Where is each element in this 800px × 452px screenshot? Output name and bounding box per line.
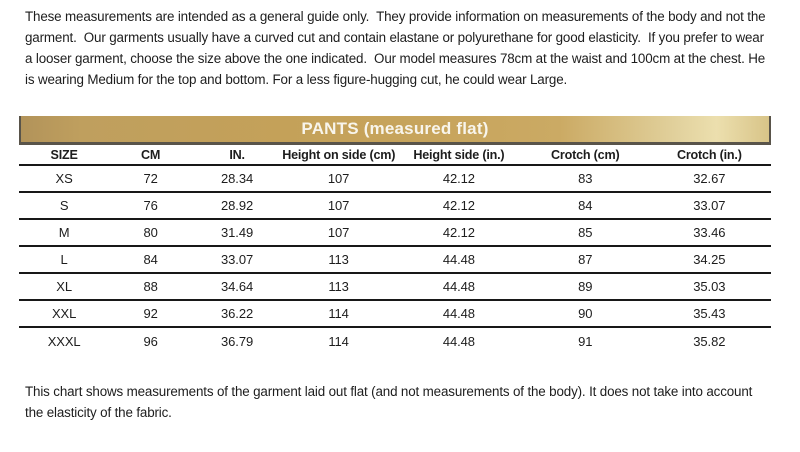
value-cell: 44.48 (442, 252, 475, 267)
value-cell: 34.25 (693, 252, 726, 267)
value-cell: 80 (143, 225, 158, 240)
value-cell: 28.34 (221, 171, 254, 186)
value-cell: 113 (328, 279, 349, 294)
column-header: Crotch (cm) (550, 147, 620, 162)
table-title-banner (19, 116, 771, 145)
value-cell: 72 (143, 171, 158, 186)
column-header: CM (141, 147, 161, 162)
column-header: Height on side (cm) (282, 147, 396, 162)
value-cell: 44.48 (442, 306, 475, 321)
table-row (19, 273, 771, 300)
value-cell: 44.48 (442, 279, 475, 294)
measurements-table (19, 145, 771, 354)
value-cell: 84 (143, 252, 158, 267)
value-cell: 107 (327, 198, 350, 213)
table-row (19, 300, 771, 327)
value-cell: 107 (327, 171, 350, 186)
value-cell: 35.43 (693, 306, 726, 321)
value-cell: 88 (143, 279, 158, 294)
value-cell: 36.79 (221, 333, 254, 349)
size-cell: M (58, 225, 70, 240)
value-cell: 84 (578, 198, 593, 213)
value-cell: 28.92 (221, 198, 254, 213)
value-cell: 42.12 (442, 171, 475, 186)
value-cell: 113 (328, 252, 349, 267)
table-body (19, 165, 771, 354)
value-cell: 35.82 (693, 333, 726, 349)
column-header-row (19, 145, 771, 165)
value-cell: 90 (578, 306, 593, 321)
value-cell: 96 (143, 333, 158, 349)
table-row (19, 246, 771, 273)
value-cell: 76 (143, 198, 158, 213)
value-cell: 34.64 (221, 279, 254, 294)
value-cell: 32.67 (693, 171, 726, 186)
value-cell: 44.48 (442, 333, 475, 349)
value-cell: 92 (143, 306, 158, 321)
table-row (19, 327, 771, 354)
footer-paragraph: This chart shows measurements of the garment laid out flat (and not measurements of the body). It does not take into account the elasticity of the fabric. (25, 384, 756, 420)
size-cell: XXXL (47, 333, 81, 349)
value-cell: 36.22 (221, 306, 254, 321)
value-cell: 35.03 (693, 279, 726, 294)
value-cell: 107 (327, 225, 350, 240)
value-cell: 83 (578, 171, 593, 186)
value-cell: 114 (328, 306, 349, 321)
value-cell: 85 (578, 225, 593, 240)
table-row (19, 192, 771, 219)
intro-paragraph: These measurements are intended as a general guide only. They provide information on measurements of the body and not the garment. Our garments usually have a curved cut and contain elastane or polyurethane for good elasticity. If you prefer to wear a looser garment, choose the size above the one indicated. Our model measures 78cm at the waist and 100cm at the chest. He is wearing Medium for the top and bottom. For a less figure-hugging cut, he could wear Large. (25, 9, 770, 87)
column-header: SIZE (50, 147, 78, 162)
value-cell: 114 (328, 333, 349, 349)
value-cell: 91 (578, 333, 593, 349)
size-cell: XXL (51, 306, 77, 321)
table-row (19, 165, 771, 192)
value-cell: 89 (578, 279, 593, 294)
value-cell: 31.49 (221, 225, 254, 240)
size-cell: XL (56, 279, 72, 294)
value-cell: 87 (578, 252, 593, 267)
size-cell: L (60, 252, 68, 267)
pants-size-table (19, 116, 771, 354)
table-title: PANTS (measured flat) (301, 119, 489, 138)
value-cell: 42.12 (442, 225, 475, 240)
size-cell: S (59, 198, 69, 213)
value-cell: 33.07 (693, 198, 726, 213)
table-row (19, 219, 771, 246)
value-cell: 42.12 (442, 198, 475, 213)
value-cell: 33.07 (221, 252, 254, 267)
column-header: Crotch (in.) (676, 147, 742, 162)
value-cell: 33.46 (693, 225, 726, 240)
column-header: Height side (in.) (413, 147, 505, 162)
size-cell: XS (55, 171, 73, 186)
column-header: IN. (229, 147, 245, 162)
